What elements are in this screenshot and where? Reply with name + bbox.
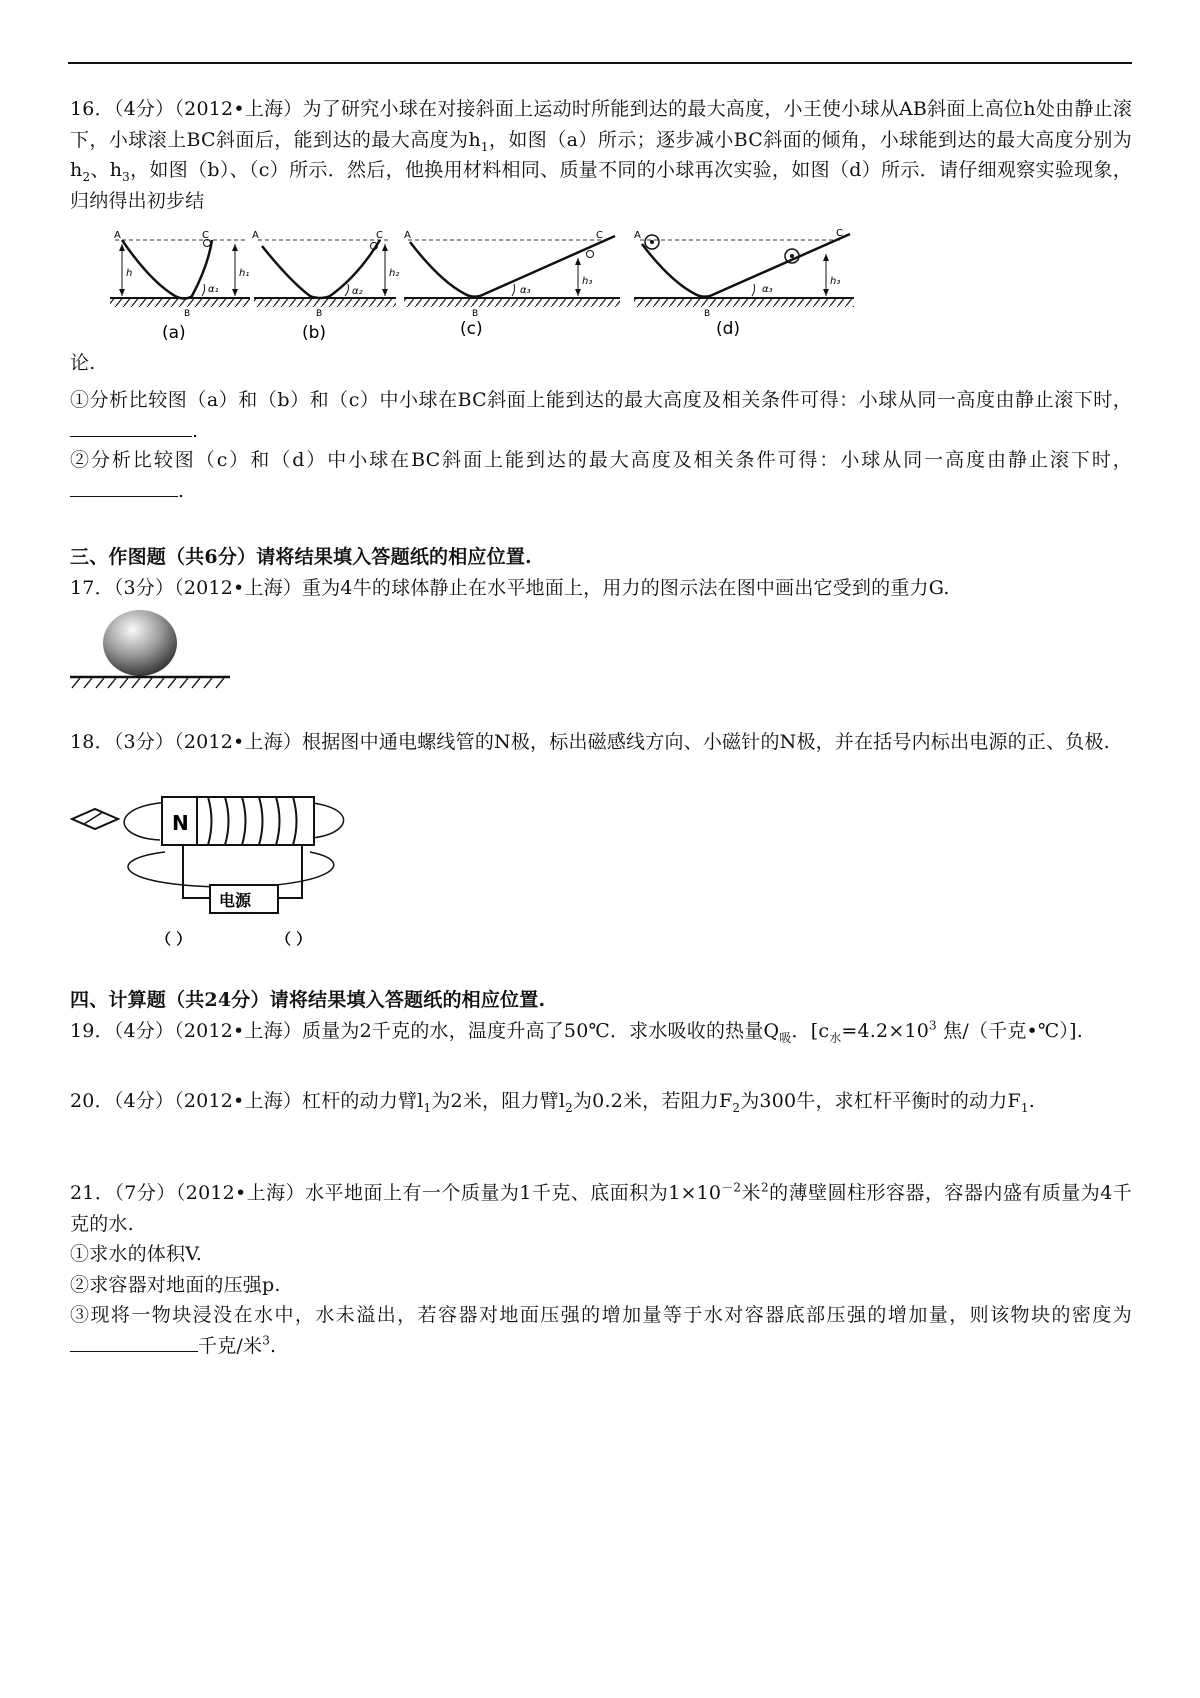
n-pole-label: N xyxy=(172,811,189,835)
point-b-label: B xyxy=(316,309,323,319)
incline-figures xyxy=(100,226,980,350)
h-label: h xyxy=(126,268,133,279)
header-rule xyxy=(68,62,1132,64)
bracket-right[interactable]: （ ） xyxy=(276,930,312,948)
angle-label: α₃ xyxy=(762,284,773,295)
angle-label: α₂ xyxy=(352,286,363,297)
point-a-label: A xyxy=(404,230,411,241)
height-label: h₁ xyxy=(239,268,250,279)
question-21-part1: ①求水的体积V. xyxy=(70,1243,203,1265)
point-c-label: C xyxy=(596,230,603,241)
height-label: h₂ xyxy=(389,268,400,279)
answer-blank[interactable] xyxy=(70,1331,198,1352)
bracket-left[interactable]: （ ） xyxy=(156,930,192,948)
point-c-label: C xyxy=(836,228,843,239)
question-17: 17．（3分）（2012•上海）重为4牛的球体静止在水平地面上，用力的图示法在图中画出它受到的重力G. xyxy=(70,577,950,599)
figure-caption: (a) xyxy=(162,323,186,343)
height-label: h₃ xyxy=(830,276,841,287)
point-a-label: A xyxy=(634,230,641,241)
question-16-part2: ②分析比较图（c）和（d）中小球在BC斜面上能到达的最大高度及相关条件可得：小球从同一高度由静止滚下时，. xyxy=(70,449,1132,502)
point-a-label: A xyxy=(114,230,121,241)
angle-label: α₁ xyxy=(208,284,219,295)
question-16-part1: ①分析比较图（a）和（b）和（c）中小球在BC斜面上能到达的最大高度及相关条件可得：小球从同一高度由静止滚下时，. xyxy=(70,389,1132,442)
figure-caption: (b) xyxy=(302,323,327,343)
answer-blank[interactable] xyxy=(70,476,178,497)
point-b-label: B xyxy=(184,309,191,319)
point-b-label: B xyxy=(472,309,479,319)
question-21: 21．（7分）（2012•上海）水平地面上有一个质量为1千克、底面积为$1\times 10^{-2}$米$^2$的薄壁圆柱形容器，容器内盛有质量为4千克的水. xyxy=(70,1180,1133,1235)
question-18: 18．（3分）（2012•上海）根据图中通电螺线管的N极，标出磁感线方向、小磁针的N极，并在括号内标出电源的正、负极. xyxy=(70,731,1110,753)
question-16-tail: 论. xyxy=(70,352,96,374)
question-20: 20．（4分）（2012•上海）杠杆的动力臂$l_1$为2米，阻力臂$l_2$为0.2米，若阻力$F_2$为300牛，求杠杆平衡时的动力$F_1$. xyxy=(70,1090,1035,1115)
point-b-label: B xyxy=(704,309,711,319)
ball xyxy=(103,610,177,676)
compass-needle xyxy=(72,809,118,829)
question-21-part3: ③现将一物块浸没在水中，水未溢出，若容器对地面压强的增加量等于水对容器底部压强的增加量，则该物块的密度为千克/米$^3$. xyxy=(70,1304,1132,1357)
ball-on-ground-figure xyxy=(70,610,230,704)
figure-d xyxy=(634,228,854,339)
solenoid-figure xyxy=(70,792,370,956)
point-c-label: C xyxy=(202,230,209,241)
question-21-part2: ②求容器对地面的压强p. xyxy=(70,1274,281,1296)
question-16-stem: 16．（4分）（2012•上海）为了研究小球在对接斜面上运动时所能到达的最大高度，小王使小球从AB斜面上高位h处由静止滚下，小球滚上BC斜面后，能到达的最大高度为$h_1$，如图（a）所示；逐步减小BC斜面的倾角，小球能到达的最大高度分别为$h_2$、$h_3$，如图（b）、（c）所示．然后，他换用材料相同、质量不同的小球再次实验，如图（d）所示．请仔细观察实验现象，归纳得出初步结 xyxy=(70,98,1132,212)
point-c-label: C xyxy=(376,230,383,241)
figure-c xyxy=(404,230,620,339)
height-label: h₃ xyxy=(582,276,593,287)
power-source-label: 电源 xyxy=(219,891,252,910)
point-a-label: A xyxy=(252,230,259,241)
figure-a xyxy=(110,230,250,343)
angle-label: α₃ xyxy=(520,285,531,296)
section-3-title: 三、作图题（共6分）请将结果填入答题纸的相应位置. xyxy=(70,546,532,568)
section-4-title: 四、计算题（共24分）请将结果填入答题纸的相应位置. xyxy=(70,989,546,1011)
figure-b xyxy=(252,230,399,343)
question-19: 19．（4分）（2012•上海）质量为2千克的水，温度升高了50℃．求水吸收的热量$Q_吸$．[$c_水=4.2\times 10^3$ 焦/（千克•℃）]. xyxy=(70,1018,1083,1045)
figure-caption: (c) xyxy=(460,319,483,339)
answer-blank[interactable] xyxy=(70,416,192,437)
figure-caption: (d) xyxy=(716,319,741,339)
